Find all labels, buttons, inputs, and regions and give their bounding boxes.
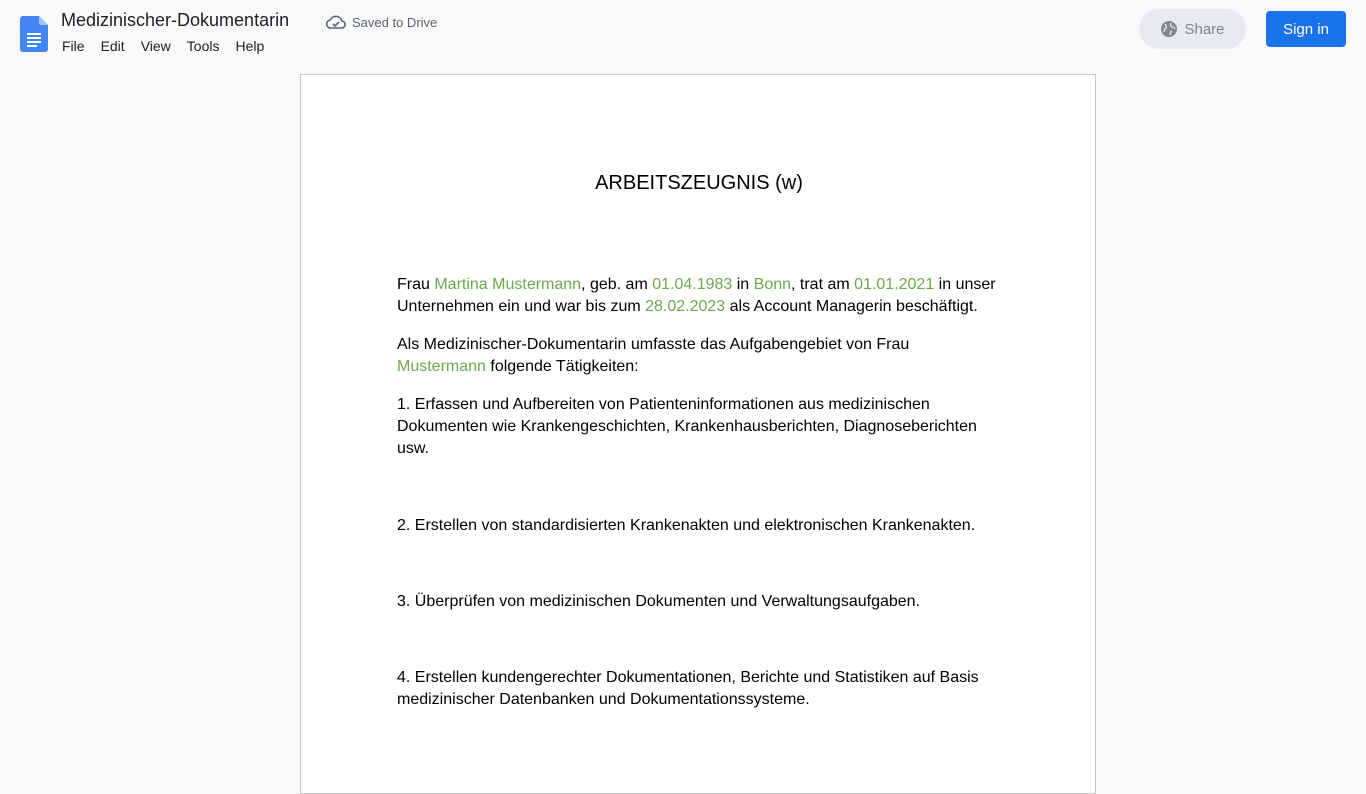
task-item-2: 2. Erstellen von standardisierten Krankenakten und elektronischen Krankenakten.	[397, 517, 976, 534]
save-status[interactable]	[326, 14, 437, 30]
save-status-label: Saved to Drive	[352, 14, 438, 30]
duties-intro-paragraph	[397, 334, 937, 378]
menu-view[interactable]: View	[140, 38, 171, 54]
document-page[interactable]	[300, 74, 1096, 794]
top-bar	[0, 0, 1366, 64]
google-docs-logo-icon[interactable]	[20, 16, 48, 52]
task-item-4: 4. Erstellen kundengerechter Dokumentationen, Berichte und Statistiken auf Basis medizinischer Datenbanken und Dokumentationssysteme.	[397, 669, 979, 708]
text-run: , geb. am	[581, 276, 653, 293]
text-run: , trat am	[791, 276, 855, 293]
menu-bar	[54, 36, 272, 56]
document-heading: ARBEITSZEUGNIS (w)	[595, 172, 803, 194]
sign-in-button[interactable]: Sign in	[1266, 11, 1346, 47]
text-run: als Account Managerin beschäftigt.	[725, 298, 978, 315]
task-item-1: 1. Erfassen und Aufbereiten von Patienteninformationen aus medizinischen Dokumenten wie Krankengeschichten, Krankenhausberichten, Diagnoseberichten usw.	[397, 396, 977, 457]
start-date: 01.01.2021	[854, 276, 935, 293]
birth-city: Bonn	[753, 276, 792, 293]
cloud-done-icon	[326, 14, 346, 30]
text-run: in unser Unternehmen ein und war bis zum	[397, 276, 996, 315]
document-title[interactable]: Medizinischer-Dokumentarin	[61, 10, 290, 30]
menu-help[interactable]: Help	[235, 38, 265, 54]
menu-edit[interactable]: Edit	[100, 38, 125, 54]
menu-tools[interactable]: Tools	[186, 38, 220, 54]
end-date: 28.02.2023	[645, 298, 726, 315]
employee-surname: Mustermann	[397, 358, 486, 375]
globe-icon	[1160, 20, 1178, 38]
share-button[interactable]	[1139, 9, 1246, 49]
share-label: Share	[1184, 20, 1225, 38]
menu-file[interactable]: File	[62, 38, 85, 54]
text-run: Als Medizinischer-Dokumentarin umfasste das Aufgabengebiet von Frau	[397, 336, 910, 353]
text-run: in	[732, 276, 754, 293]
employee-name: Martina Mustermann	[434, 276, 582, 293]
intro-paragraph	[397, 274, 1007, 318]
birth-date: 01.04.1983	[652, 276, 733, 293]
text-run: folgende Tätigkeiten:	[485, 358, 639, 375]
text-run: Frau	[397, 276, 435, 293]
task-item-3: 3. Überprüfen von medizinischen Dokumenten und Verwaltungsaufgaben.	[397, 593, 920, 610]
